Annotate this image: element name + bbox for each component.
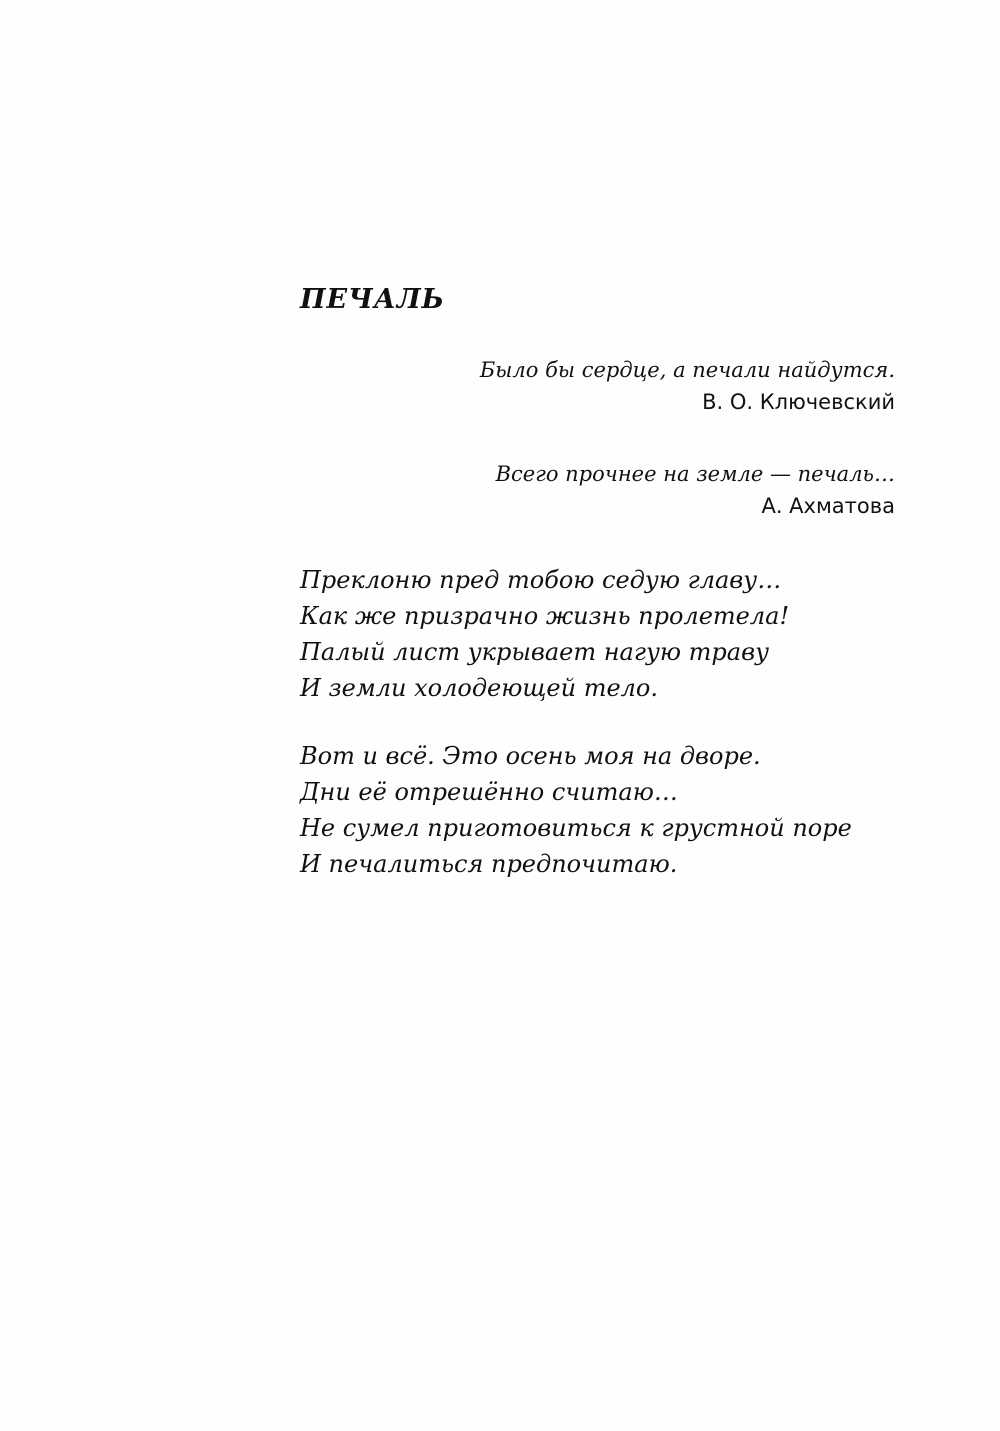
poem-title: ПЕЧАЛЬ <box>300 284 445 315</box>
epigraph <box>335 458 895 522</box>
epigraph-author: В. О. Ключевский <box>702 390 895 414</box>
epigraph-quote: Было бы сердце, а печали найдутся. <box>479 358 895 382</box>
stanza <box>300 738 920 882</box>
epigraph-author: А. Ахматова <box>761 494 895 518</box>
poem-line: И земли холодеющей тело. <box>300 674 659 702</box>
poem-line: Преклоню пред тобою седую главу… <box>300 566 782 594</box>
poem-line: Дни её отрешённо считаю… <box>300 778 678 806</box>
poem-line: Как же призрачно жизнь пролетела! <box>300 602 790 630</box>
epigraph <box>335 354 895 418</box>
poem-line: Не сумел приготовиться к грустной поре <box>300 814 852 842</box>
epigraph-quote: Всего прочнее на земле — печаль… <box>495 462 895 486</box>
poem-line: Палый лист укрывает нагую траву <box>300 638 769 666</box>
poem-line: Вот и всё. Это осень моя на дворе. <box>300 742 761 770</box>
stanza <box>300 562 920 706</box>
poem-line: И печалиться предпочитаю. <box>300 850 678 878</box>
